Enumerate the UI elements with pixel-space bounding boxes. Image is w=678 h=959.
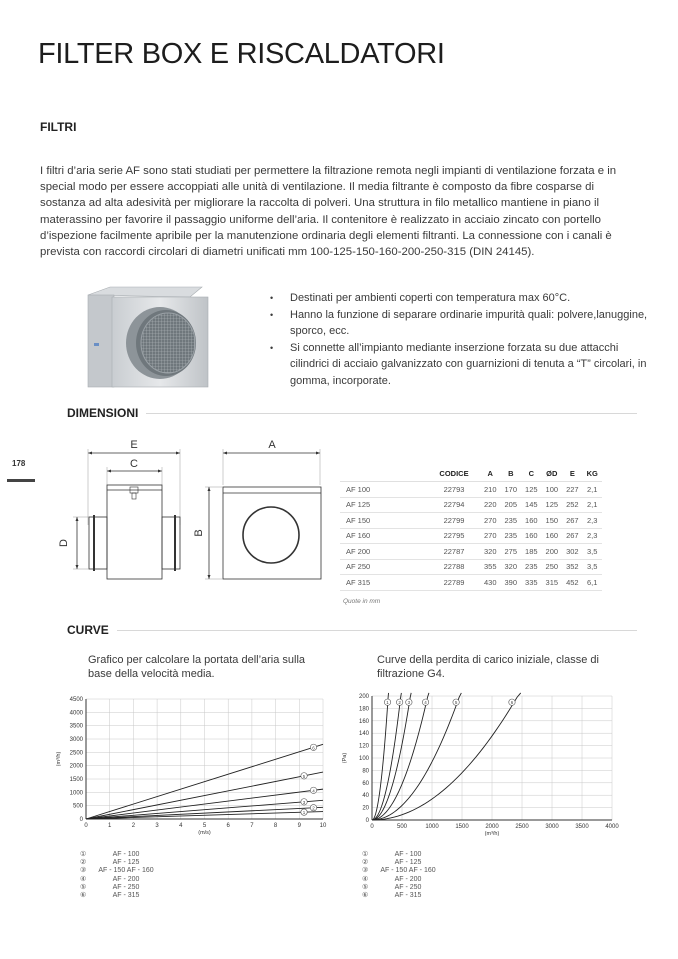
legend-number-icon: ⑥ — [362, 892, 369, 900]
label-a: A — [268, 439, 276, 451]
legend-label: AF - 250 — [394, 883, 422, 891]
x-tick-label: 1500 — [455, 824, 469, 830]
series-marker-label: 1 — [302, 810, 306, 816]
box-side — [88, 295, 114, 387]
y-tick-label: 4000 — [69, 710, 83, 717]
value-cell: 315 — [542, 575, 563, 591]
x-tick-label: 1000 — [425, 824, 439, 830]
x-axis-label: (m³/h) — [484, 831, 500, 837]
legend-label: AF - 100 — [112, 851, 140, 858]
model-cell: AF 315 — [340, 575, 428, 591]
y-tick-label: 120 — [358, 743, 369, 750]
table-row — [340, 513, 602, 529]
value-cell: 355 — [480, 559, 501, 575]
value-cell: 205 — [501, 497, 522, 513]
x-tick-label: 9 — [297, 823, 301, 829]
column-header — [340, 466, 428, 482]
series-marker-label: 4 — [424, 700, 427, 706]
series-curve-1 — [372, 693, 389, 820]
legend-item — [80, 851, 162, 859]
table-row — [340, 544, 602, 560]
legend-item — [362, 884, 444, 892]
column-header: E — [562, 466, 583, 482]
value-cell: 145 — [521, 497, 542, 513]
value-cell: 430 — [480, 575, 501, 591]
feature-list — [270, 290, 650, 389]
spigot-left — [89, 517, 107, 569]
legend-item — [362, 876, 444, 884]
y-tick-label: 500 — [72, 803, 83, 810]
x-tick-label: 4 — [179, 823, 183, 829]
label-d: D — [58, 539, 70, 547]
y-tick-label: 3500 — [69, 723, 83, 730]
legend-item — [80, 892, 162, 900]
value-cell: 100 — [542, 482, 563, 498]
value-cell: 22787 — [428, 544, 480, 560]
value-cell: 235 — [501, 513, 522, 529]
legend-item — [362, 867, 444, 875]
front-opening — [243, 507, 299, 563]
value-cell: 210 — [480, 482, 501, 498]
section-title: CURVE — [67, 623, 109, 637]
series-marker-label: 5 — [454, 700, 458, 706]
y-tick-label: 80 — [362, 768, 369, 775]
table-header-row — [340, 466, 602, 482]
series-marker-label: 3 — [302, 799, 306, 805]
front-panel — [223, 487, 321, 579]
value-cell: 2,1 — [583, 482, 602, 498]
legend-label: AF - 125 — [112, 859, 140, 867]
x-tick-label: 8 — [273, 823, 278, 829]
x-tick-label: 1 — [108, 823, 112, 829]
table-row — [340, 497, 602, 513]
series-marker-label: 2 — [398, 700, 401, 706]
side-view — [58, 439, 180, 579]
y-tick-label: 60 — [362, 780, 369, 787]
value-cell: 22789 — [428, 575, 480, 591]
value-cell: 270 — [480, 513, 501, 529]
y-tick-label: 1000 — [69, 790, 83, 797]
table-row — [340, 482, 602, 498]
series-curve-5 — [372, 693, 461, 820]
y-axis-label: (m³/h) — [56, 751, 62, 767]
legend-number-icon: ⑤ — [362, 883, 369, 891]
section-divider — [117, 630, 637, 631]
pressure-drop-chart — [335, 686, 635, 846]
feature-item: • Hanno la funzione di separare ordinarie impurità quali: polvere,lanuggine, sporco, ecc. — [270, 307, 650, 340]
y-tick-label: 100 — [358, 756, 369, 762]
legend-item — [362, 892, 444, 900]
value-cell: 275 — [501, 544, 522, 560]
label-c: C — [130, 458, 138, 470]
page-number-bar — [7, 479, 35, 482]
value-cell: 320 — [480, 544, 501, 560]
value-cell: 220 — [480, 497, 501, 513]
column-header: A — [480, 466, 501, 482]
x-tick-label: 3000 — [545, 824, 559, 830]
table-row — [340, 559, 602, 575]
legend-label: AF - 150 AF - 160 — [380, 867, 436, 875]
value-cell: 390 — [501, 575, 522, 591]
x-tick-label: 500 — [396, 824, 408, 830]
section-divider — [146, 413, 637, 414]
x-axis-label: (m/s) — [198, 830, 211, 836]
legend-number-icon: ① — [80, 851, 87, 858]
x-tick-label: 7 — [250, 823, 254, 829]
legend-label: AF - 200 — [394, 875, 422, 883]
value-cell: 252 — [562, 497, 583, 513]
model-cell: AF 125 — [340, 497, 428, 513]
label-e: E — [130, 439, 138, 451]
series-marker-label: 3 — [407, 700, 411, 706]
chart-caption-airflow: Grafico per calcolare la portata dell’aria sulla base della velocità media. — [88, 654, 306, 680]
series-curve-4 — [372, 693, 429, 820]
value-cell: 22794 — [428, 497, 480, 513]
y-axis-label: (Pa) — [342, 752, 348, 764]
y-tick-label: 20 — [362, 805, 369, 812]
value-cell: 235 — [501, 528, 522, 544]
value-cell: 227 — [562, 482, 583, 498]
legend-label: AF - 100 — [394, 851, 422, 858]
value-cell: 200 — [542, 544, 563, 560]
value-cell: 22793 — [428, 482, 480, 498]
value-cell: 6,1 — [583, 575, 602, 591]
chart-legend-pressure — [362, 851, 444, 900]
x-tick-label: 5 — [202, 823, 207, 829]
x-tick-label: 2500 — [515, 824, 529, 830]
table-row — [340, 575, 602, 591]
y-tick-label: 0 — [365, 818, 369, 824]
section-heading-curve — [67, 623, 637, 637]
value-cell: 2,1 — [583, 497, 602, 513]
series-marker-label: 6 — [312, 745, 315, 751]
y-tick-label: 1500 — [69, 777, 83, 783]
units-note: Quote in mm — [343, 598, 381, 605]
legend-number-icon: ⑥ — [80, 892, 87, 900]
x-tick-label: 0 — [370, 824, 374, 830]
column-header: B — [501, 466, 522, 482]
legend-item — [80, 876, 162, 884]
value-cell: 160 — [542, 528, 563, 544]
y-tick-label: 140 — [358, 731, 369, 738]
series-marker-label: 6 — [510, 700, 514, 706]
model-cell: AF 200 — [340, 544, 428, 560]
x-tick-label: 0 — [84, 823, 88, 829]
value-cell: 250 — [542, 559, 563, 575]
legend-label: AF - 200 — [112, 875, 140, 883]
value-cell: 170 — [501, 482, 522, 498]
y-tick-label: 2000 — [69, 763, 83, 770]
value-cell: 3,5 — [583, 544, 602, 560]
model-cell: AF 150 — [340, 513, 428, 529]
legend-number-icon: ② — [80, 859, 87, 867]
legend-label: AF - 315 — [112, 892, 140, 900]
feature-item: • Destinati per ambienti coperti con temperatura max 60°C. — [270, 290, 650, 307]
chart-legend-airflow — [80, 851, 162, 900]
y-tick-label: 180 — [358, 706, 369, 713]
chart-caption-pressure: Curve della perdita di carico iniziale, classe di filtrazione G4. — [377, 654, 599, 680]
x-tick-label: 6 — [226, 823, 230, 829]
y-tick-label: 4500 — [69, 697, 83, 703]
value-cell: 302 — [562, 544, 583, 560]
legend-number-icon: ③ — [80, 867, 87, 875]
value-cell: 160 — [521, 513, 542, 529]
value-cell: 125 — [542, 497, 563, 513]
front-view — [193, 439, 321, 579]
label-b: B — [193, 529, 205, 537]
value-cell: 160 — [521, 528, 542, 544]
x-tick-label: 3 — [155, 823, 159, 829]
legend-label: AF - 125 — [394, 859, 422, 867]
y-tick-label: 160 — [358, 718, 369, 725]
value-cell: 2,3 — [583, 528, 602, 544]
y-tick-label: 40 — [362, 793, 369, 800]
series-curve-3 — [372, 693, 411, 820]
value-cell: 452 — [562, 575, 583, 591]
column-header: KG — [583, 466, 602, 482]
x-tick-label: 3500 — [575, 824, 589, 830]
column-header: C — [521, 466, 542, 482]
series-marker-label: 5 — [302, 773, 306, 779]
value-cell: 267 — [562, 528, 583, 544]
feature-item: • Si connette all’impianto mediante inserzione forzata su due attacchi cilindrici di acciaio galvanizzato con guarnizioni di tenuta a “T” circolari, in gomma, incorporate. — [270, 340, 650, 390]
value-cell: 150 — [542, 513, 563, 529]
model-cell: AF 250 — [340, 559, 428, 575]
y-tick-label: 200 — [358, 694, 369, 700]
x-tick-label: 2000 — [485, 824, 499, 830]
value-cell: 185 — [521, 544, 542, 560]
legend-item — [80, 859, 162, 867]
series-marker-label: 1 — [386, 700, 389, 706]
column-header: CODICE — [428, 466, 480, 482]
section-heading-dimensioni — [67, 406, 637, 420]
dimensions-table — [340, 466, 602, 591]
value-cell: 22795 — [428, 528, 480, 544]
product-photo — [80, 285, 230, 395]
x-tick-label: 2 — [131, 823, 136, 829]
legend-number-icon: ③ — [362, 867, 369, 875]
y-tick-label: 2500 — [69, 750, 83, 757]
spigot-right — [162, 517, 180, 569]
value-cell: 320 — [501, 559, 522, 575]
legend-number-icon: ① — [362, 851, 369, 858]
y-tick-label: 0 — [79, 817, 83, 823]
airflow-chart — [40, 690, 340, 840]
value-cell: 335 — [521, 575, 542, 591]
model-cell: AF 100 — [340, 482, 428, 498]
series-marker-label: 4 — [312, 788, 315, 794]
x-tick-label: 10 — [319, 823, 327, 829]
value-cell: 235 — [521, 559, 542, 575]
value-cell: 267 — [562, 513, 583, 529]
legend-item — [362, 851, 444, 859]
page-number: 178 — [12, 459, 26, 468]
table-row — [340, 528, 602, 544]
value-cell: 22788 — [428, 559, 480, 575]
legend-item — [80, 867, 162, 875]
legend-number-icon: ④ — [362, 875, 369, 883]
value-cell: 270 — [480, 528, 501, 544]
legend-item — [362, 859, 444, 867]
y-tick-label: 3000 — [69, 737, 83, 743]
legend-item — [80, 884, 162, 892]
legend-label: AF - 315 — [394, 892, 422, 900]
value-cell: 352 — [562, 559, 583, 575]
column-header: ØD — [542, 466, 563, 482]
section-heading-filtri: FILTRI — [40, 120, 77, 134]
value-cell: 22799 — [428, 513, 480, 529]
dimension-diagram — [55, 435, 345, 590]
value-cell: 125 — [521, 482, 542, 498]
legend-label: AF - 250 — [112, 883, 140, 891]
value-cell: 2,3 — [583, 513, 602, 529]
value-cell: 3,5 — [583, 559, 602, 575]
series-marker-label: 2 — [312, 805, 315, 811]
legend-label: AF - 150 AF - 160 — [98, 867, 154, 875]
intro-paragraph: I filtri d’aria serie AF sono stati studiati per permettere la filtrazione remota negli impianti di ventilazione forzata e in special modo per essere accoppiati alle unità di ventilazione. Il media filtrante è composto da fibre cosparse di sostanza ad alta adesività per migliorare la raccolta di polveri. Una struttura in filo metallico mantiene in piano il materassino per favorire il passaggio uniforme dell’aria. Il contenitore è realizzato in acciaio zincato con portello d’ispezione facilmente apribile per la manutenzione ordinaria degli elementi filtranti. La connessione con i canali è prevista con raccordi circolari di diametri unificati mm 100-125-150-160-200-250-315 (DIN 24145). — [40, 165, 617, 259]
legend-number-icon: ⑤ — [80, 883, 87, 891]
legend-number-icon: ② — [362, 859, 369, 867]
legend-number-icon: ④ — [80, 875, 87, 883]
section-title: DIMENSIONI — [67, 406, 139, 420]
x-tick-label: 4000 — [605, 824, 619, 830]
model-cell: AF 160 — [340, 528, 428, 544]
page-title: FILTER BOX E RISCALDATORI — [38, 38, 445, 70]
